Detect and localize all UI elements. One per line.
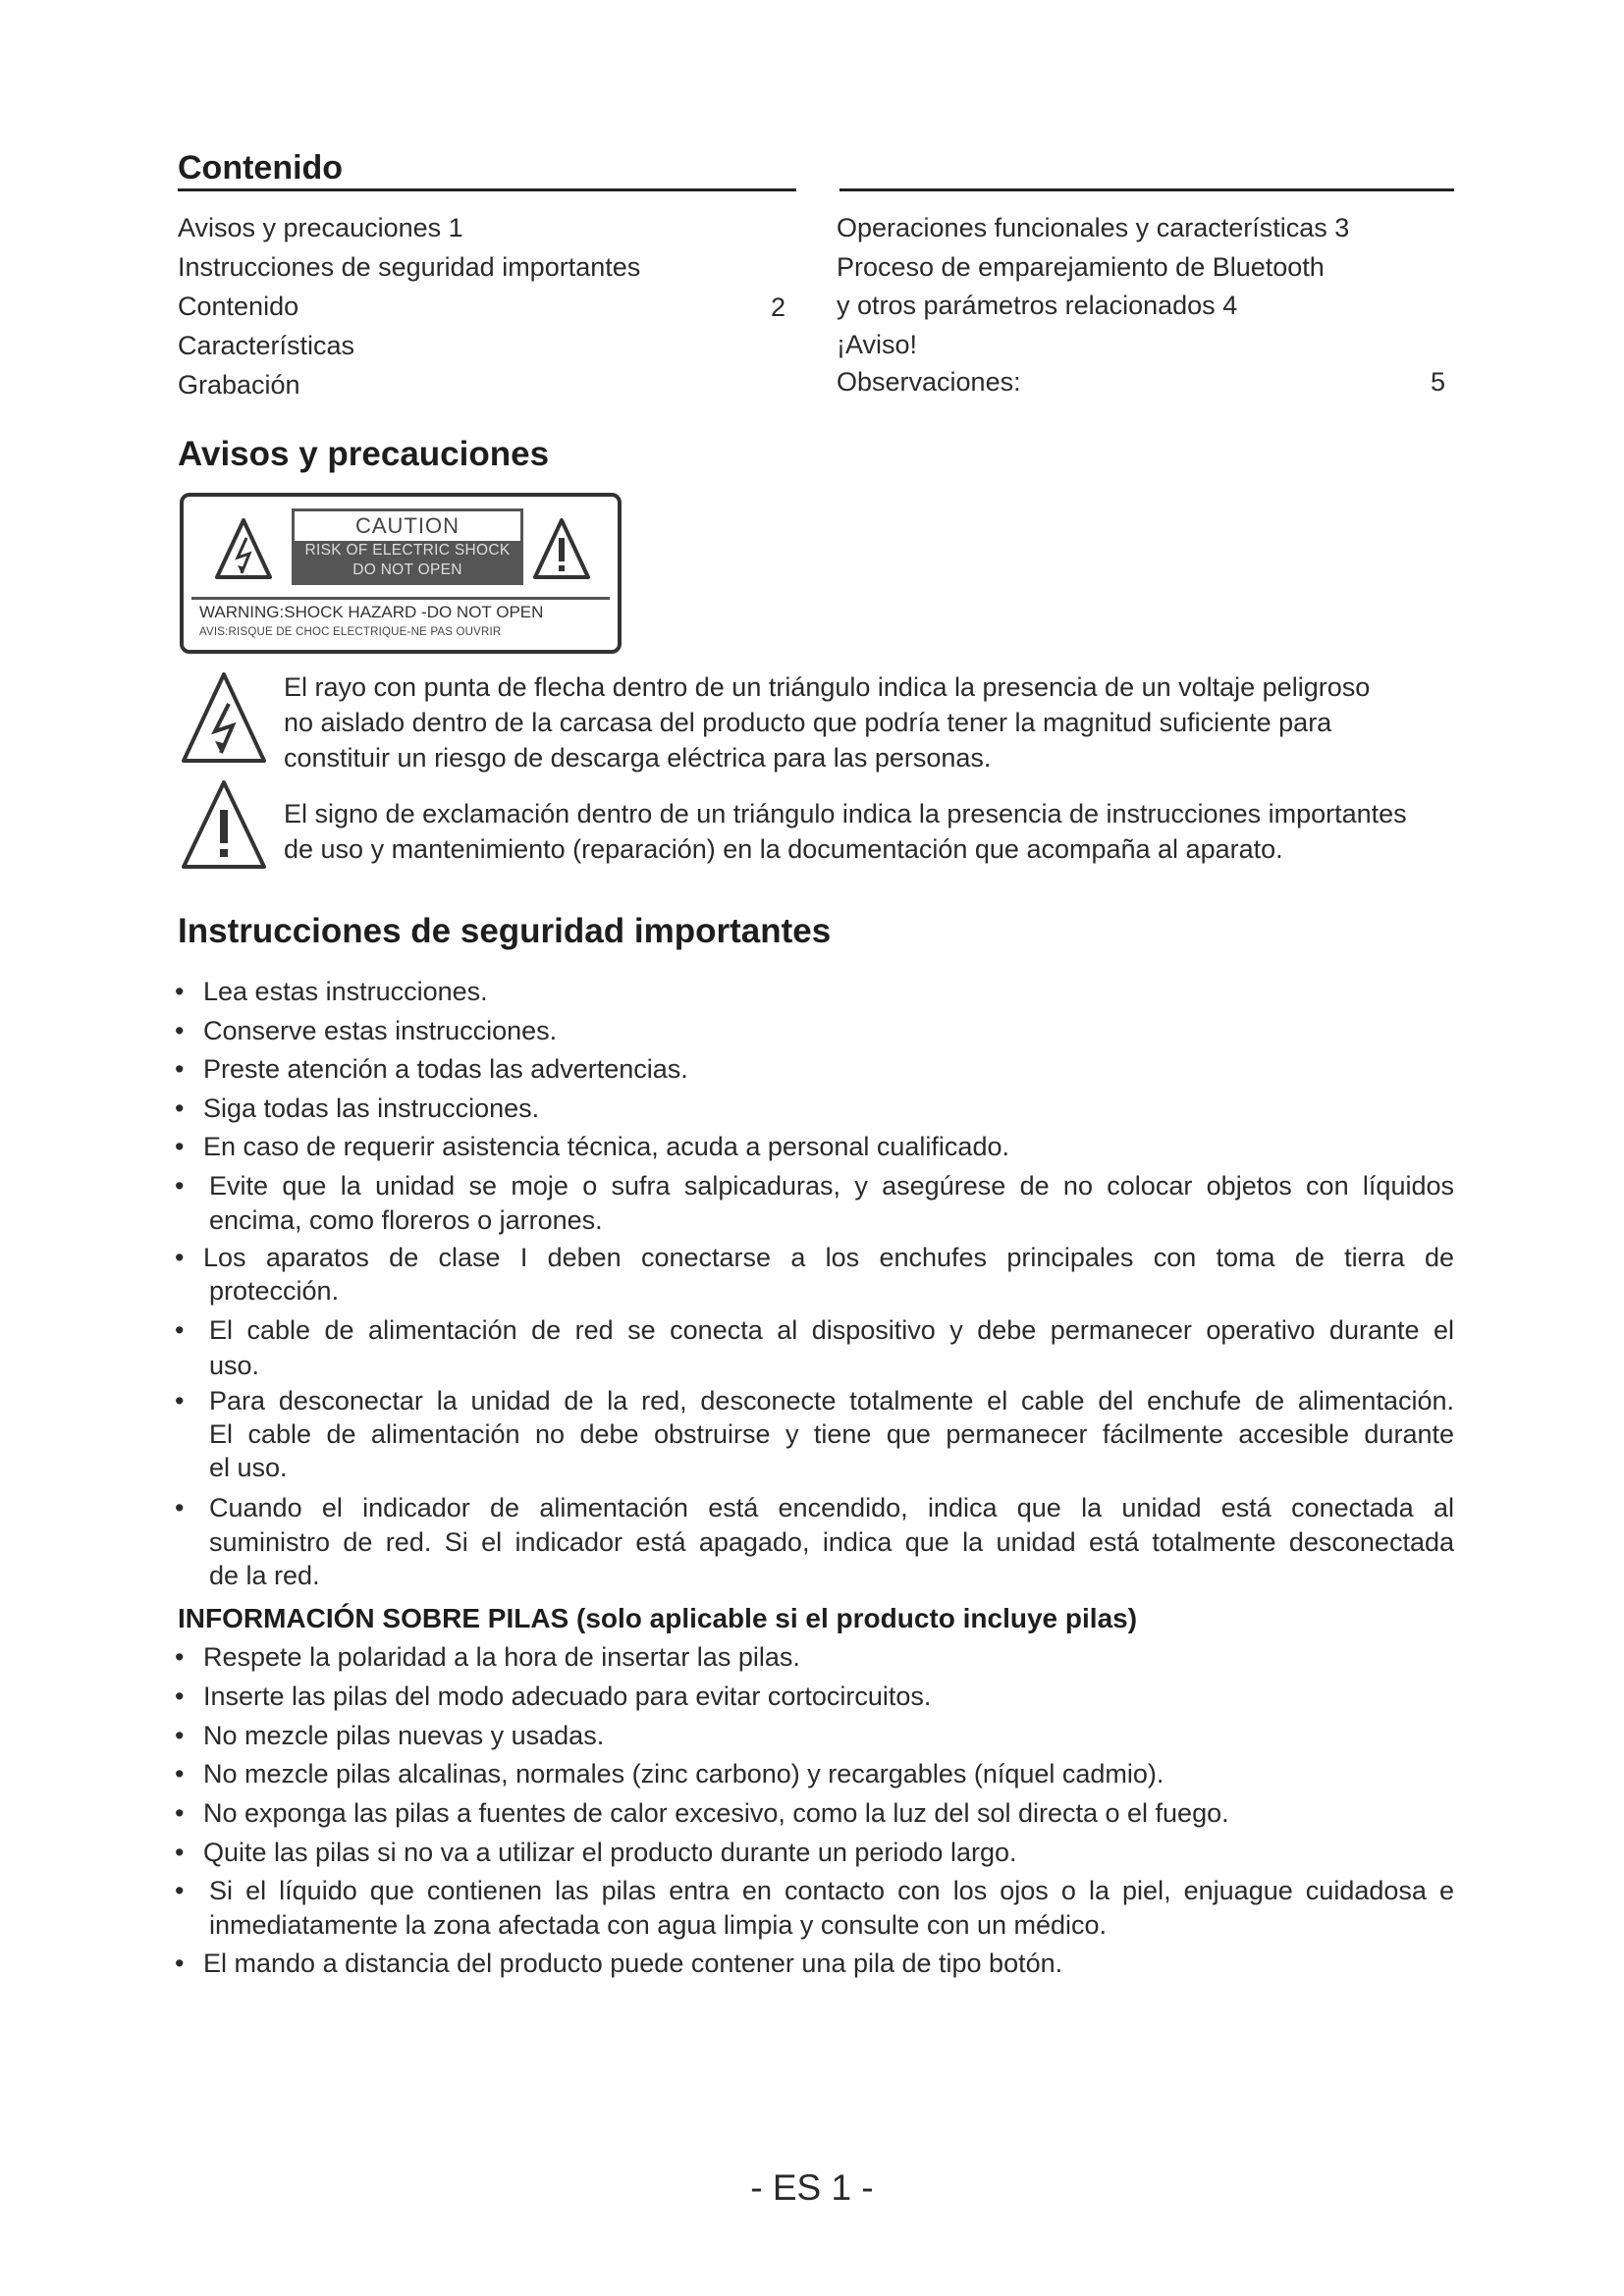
toc-rule-left: [178, 188, 796, 191]
list-item-continuation: inmediatamente la zona afectada con agua limpia y consulte con un médico.: [209, 1910, 1108, 1940]
section-title-warnings: Avisos y precauciones: [178, 435, 550, 473]
list-item: Quite las pilas si no va a utilizar el producto durante un periodo largo.: [203, 1838, 1017, 1867]
toc-entry: Operaciones funcionales y características 3: [837, 213, 1350, 242]
list-item: Siga todas las instrucciones.: [203, 1094, 540, 1123]
lightning-explanation: El rayo con punta de flecha dentro de un triángulo indica la presencia de un voltaje peligroso no aislado dentro de la carcasa del producto que podría tener la magnitud suficiente para constituir un riesgo de descarga eléctrica para las personas.: [284, 672, 1371, 773]
toc-entry: y otros parámetros relacionados 4: [837, 291, 1238, 320]
bullet-dot: •: [175, 1682, 185, 1711]
toc-title: Contenido: [178, 149, 344, 187]
list-item: No mezcle pilas nuevas y usadas.: [203, 1721, 605, 1750]
bullet-dot: •: [175, 1838, 185, 1867]
list-item: Preste atención a todas las advertencias.: [203, 1054, 688, 1084]
toc-entry: Características: [178, 331, 355, 360]
bullet-dot: •: [175, 1132, 185, 1161]
section-title-safety: Instrucciones de seguridad importantes: [178, 912, 832, 950]
bullet-dot: •: [175, 1171, 185, 1201]
bullet-dot: •: [175, 1243, 185, 1272]
bullet-dot: •: [175, 1315, 185, 1345]
bullet-dot: •: [175, 1642, 185, 1672]
toc-entry: Grabación: [178, 370, 300, 400]
risk-line: DO NOT OPEN: [352, 561, 462, 578]
list-item-continuation: El cable de alimentación no debe obstruirse y tiene que permanecer fácilmente accesible durante: [209, 1419, 1454, 1449]
exclamation-triangle-icon: [180, 778, 268, 873]
list-item: En caso de requerir asistencia técnica, acuda a personal cualificado.: [203, 1132, 1009, 1161]
list-item-continuation: el uso.: [209, 1453, 288, 1482]
list-item: Conserve estas instrucciones.: [203, 1016, 558, 1045]
toc-page-number: 2: [771, 293, 786, 322]
caution-banner: [292, 508, 523, 585]
caution-label: [180, 493, 622, 654]
lightning-triangle-icon: [213, 516, 274, 583]
page-number: - ES 1 -: [750, 2167, 874, 2208]
warning-english: WARNING:SHOCK HAZARD -DO NOT OPEN: [199, 603, 544, 621]
list-item-continuation: uso.: [209, 1351, 260, 1380]
list-item: Si el líquido que contienen las pilas entra en contacto con los ojos o la piel, enjuague cuidadosa e: [209, 1876, 1454, 1905]
toc-entry: Observaciones:: [837, 367, 1021, 397]
list-item: Para desconectar la unidad de la red, desconecte totalmente el cable del enchufe de alimentación.: [209, 1386, 1454, 1415]
toc-entry: Instrucciones de seguridad importantes: [178, 252, 641, 282]
bullet-dot: •: [175, 1094, 185, 1123]
list-item: Cuando el indicador de alimentación está encendido, indica que la unidad está conectada al: [209, 1493, 1454, 1522]
bullet-dot: •: [175, 1949, 185, 1978]
toc-entry: Avisos y precauciones 1: [178, 213, 463, 242]
batteries-title: INFORMACIÓN SOBRE PILAS (solo aplicable si el producto incluye pilas): [178, 1603, 1138, 1633]
toc-page-number: 5: [1431, 367, 1446, 397]
list-item: Evite que la unidad se moje o sufra salpicaduras, y asegúrese de no colocar objetos con líquidos: [209, 1171, 1454, 1201]
toc-entry: ¡Aviso!: [837, 330, 918, 359]
bullet-dot: •: [175, 1016, 185, 1045]
list-item: No exponga las pilas a fuentes de calor excesivo, como la luz del sol directa o el fuego.: [203, 1798, 1229, 1828]
list-item-continuation: suministro de red. Si el indicador está apagado, indica que la unidad está totalmente desconectada: [209, 1527, 1454, 1557]
list-item-continuation: encima, como floreros o jarrones.: [209, 1205, 603, 1235]
bullet-dot: •: [175, 977, 185, 1006]
list-item-continuation: de la red.: [209, 1561, 320, 1590]
toc-entry: Proceso de emparejamiento de Bluetooth: [837, 252, 1325, 282]
bullet-dot: •: [175, 1798, 185, 1828]
bullet-dot: •: [175, 1759, 185, 1789]
list-item: El cable de alimentación de red se conecta al dispositivo y debe permanecer operativo durante el: [209, 1315, 1454, 1345]
bullet-dot: •: [175, 1054, 185, 1084]
bullet-dot: •: [175, 1386, 185, 1415]
bullet-dot: •: [175, 1876, 185, 1905]
lightning-triangle-icon: [180, 670, 268, 767]
bullet-dot: •: [175, 1493, 185, 1522]
risk-line: RISK OF ELECTRIC SHOCK: [304, 542, 511, 559]
list-item: Lea estas instrucciones.: [203, 977, 488, 1006]
list-item: Inserte las pilas del modo adecuado para evitar cortocircuitos.: [203, 1682, 932, 1711]
risk-banner: [295, 541, 520, 582]
list-item-continuation: protección.: [209, 1276, 340, 1306]
list-item: No mezcle pilas alcalinas, normales (zinc carbono) y recargables (níquel cadmio).: [203, 1759, 1164, 1789]
caution-word: CAUTION: [295, 511, 520, 541]
list-item: Los aparatos de clase I deben conectarse a los enchufes principales con toma de tierra de: [203, 1243, 1454, 1272]
exclamation-explanation: El signo de exclamación dentro de un triángulo indica la presencia de instrucciones importantes de uso y mantenimiento (reparación) en la documentación que acompaña al aparato.: [284, 799, 1407, 864]
bullet-dot: •: [175, 1721, 185, 1750]
toc-rule-right: [839, 188, 1454, 191]
list-item: El mando a distancia del producto puede contener una pila de tipo botón.: [203, 1949, 1063, 1978]
warning-french: AVIS:RISQUE DE CHOC ELECTRIQUE-NE PAS OUVRIR: [199, 626, 502, 638]
toc-entry: Contenido: [178, 292, 299, 321]
list-item: Respete la polaridad a la hora de insertar las pilas.: [203, 1642, 800, 1672]
exclamation-triangle-icon: [531, 516, 592, 583]
caution-divider: [191, 597, 610, 600]
